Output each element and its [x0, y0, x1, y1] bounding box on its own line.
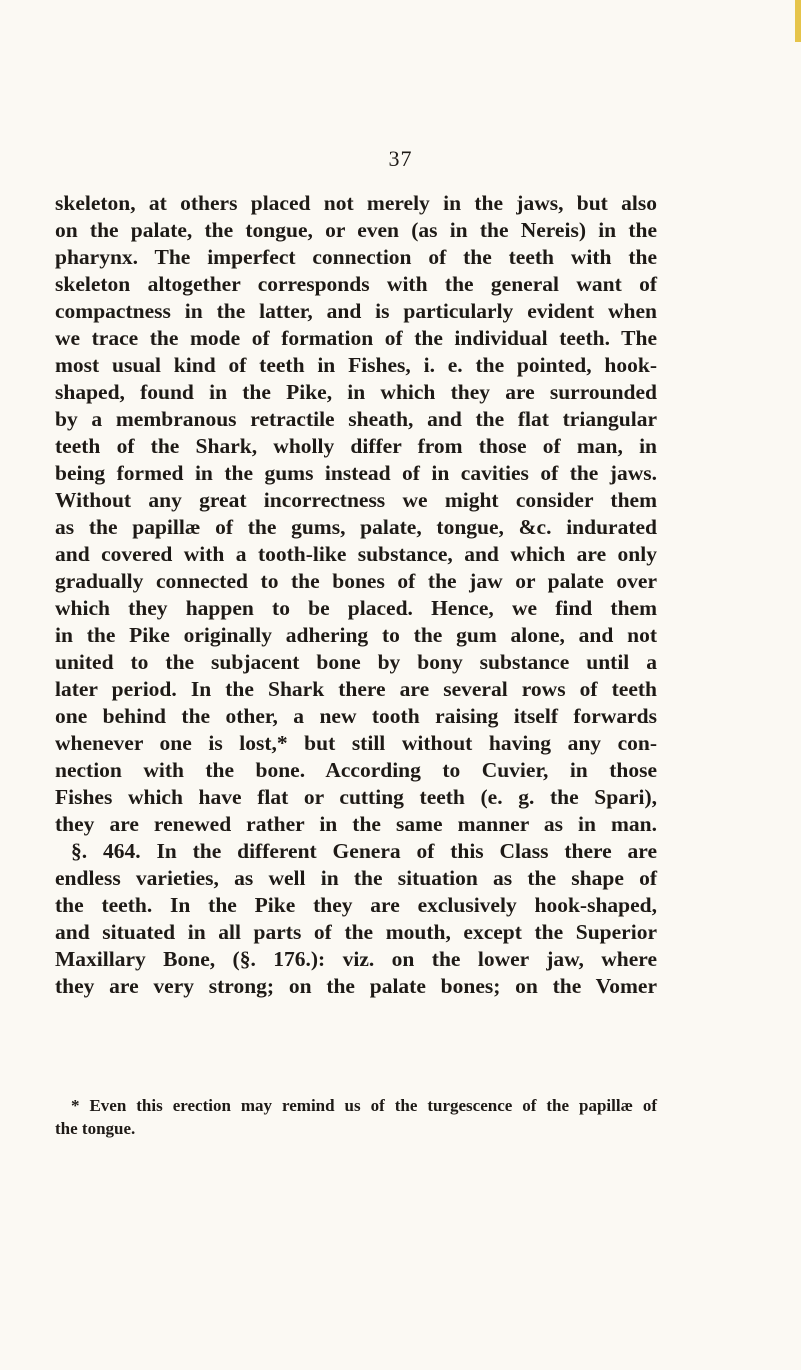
text-line: nection with the bone. According to Cuvier, in those [55, 758, 657, 782]
text-line: by a membranous retractile sheath, and the flat triangular [55, 407, 657, 431]
page-number: 37 [388, 146, 413, 171]
text-line: endless varieties, as well in the situation as the shape of [55, 866, 657, 890]
body-text [55, 190, 657, 1000]
text-line: whenever one is lost,* but still without having any con- [55, 731, 657, 755]
footnote-line: the tongue. [55, 1119, 136, 1138]
text-line: one behind the other, a new tooth raising itself forwards [55, 704, 657, 728]
text-line: we trace the mode of formation of the individual teeth. The [55, 326, 657, 350]
text-line: they are renewed rather in the same manner as in man. [55, 812, 657, 836]
text-line: and covered with a tooth-like substance, and which are only [55, 542, 657, 566]
text-line: Without any great incorrectness we might consider them [55, 488, 657, 512]
text-line: skeleton, at others placed not merely in the jaws, but also [55, 191, 657, 215]
text-line: Maxillary Bone, (§. 176.): viz. on the lower jaw, where [55, 947, 657, 971]
text-line: shaped, found in the Pike, in which they are surrounded [55, 380, 657, 404]
text-line: as the papillæ of the gums, palate, tongue, &c. indurated [55, 515, 657, 539]
footnote-line: * Even this erection may remind us of the turgescence of the papillæ of [71, 1096, 657, 1115]
text-line: Fishes which have flat or cutting teeth (e. g. the Spari), [55, 785, 657, 809]
text-line: the teeth. In the Pike they are exclusively hook-shaped, [55, 893, 657, 917]
text-line: united to the subjacent bone by bony substance until a [55, 650, 657, 674]
text-line: gradually connected to the bones of the jaw or palate over [55, 569, 657, 593]
text-line: on the palate, the tongue, or even (as in the Nereis) in the [55, 218, 657, 242]
section-start-line: §. 464. In the different Genera of this Class there are [71, 839, 657, 863]
footnote [55, 1094, 657, 1140]
text-line: in the Pike originally adhering to the gum alone, and not [55, 623, 657, 647]
text-line: skeleton altogether corresponds with the general want of [55, 272, 657, 296]
text-line: pharynx. The imperfect connection of the teeth with the [55, 245, 657, 269]
text-line: later period. In the Shark there are several rows of teeth [55, 677, 657, 701]
text-line: they are very strong; on the palate bones; on the Vomer [55, 974, 657, 998]
text-line: compactness in the latter, and is particularly evident when [55, 299, 657, 323]
text-line: teeth of the Shark, wholly differ from those of man, in [55, 434, 657, 458]
text-line: being formed in the gums instead of in cavities of the jaws. [55, 461, 657, 485]
text-line: and situated in all parts of the mouth, except the Superior [55, 920, 657, 944]
page-edge-mark [795, 0, 801, 42]
text-line: most usual kind of teeth in Fishes, i. e. the pointed, hook- [55, 353, 657, 377]
text-line: which they happen to be placed. Hence, we find them [55, 596, 657, 620]
